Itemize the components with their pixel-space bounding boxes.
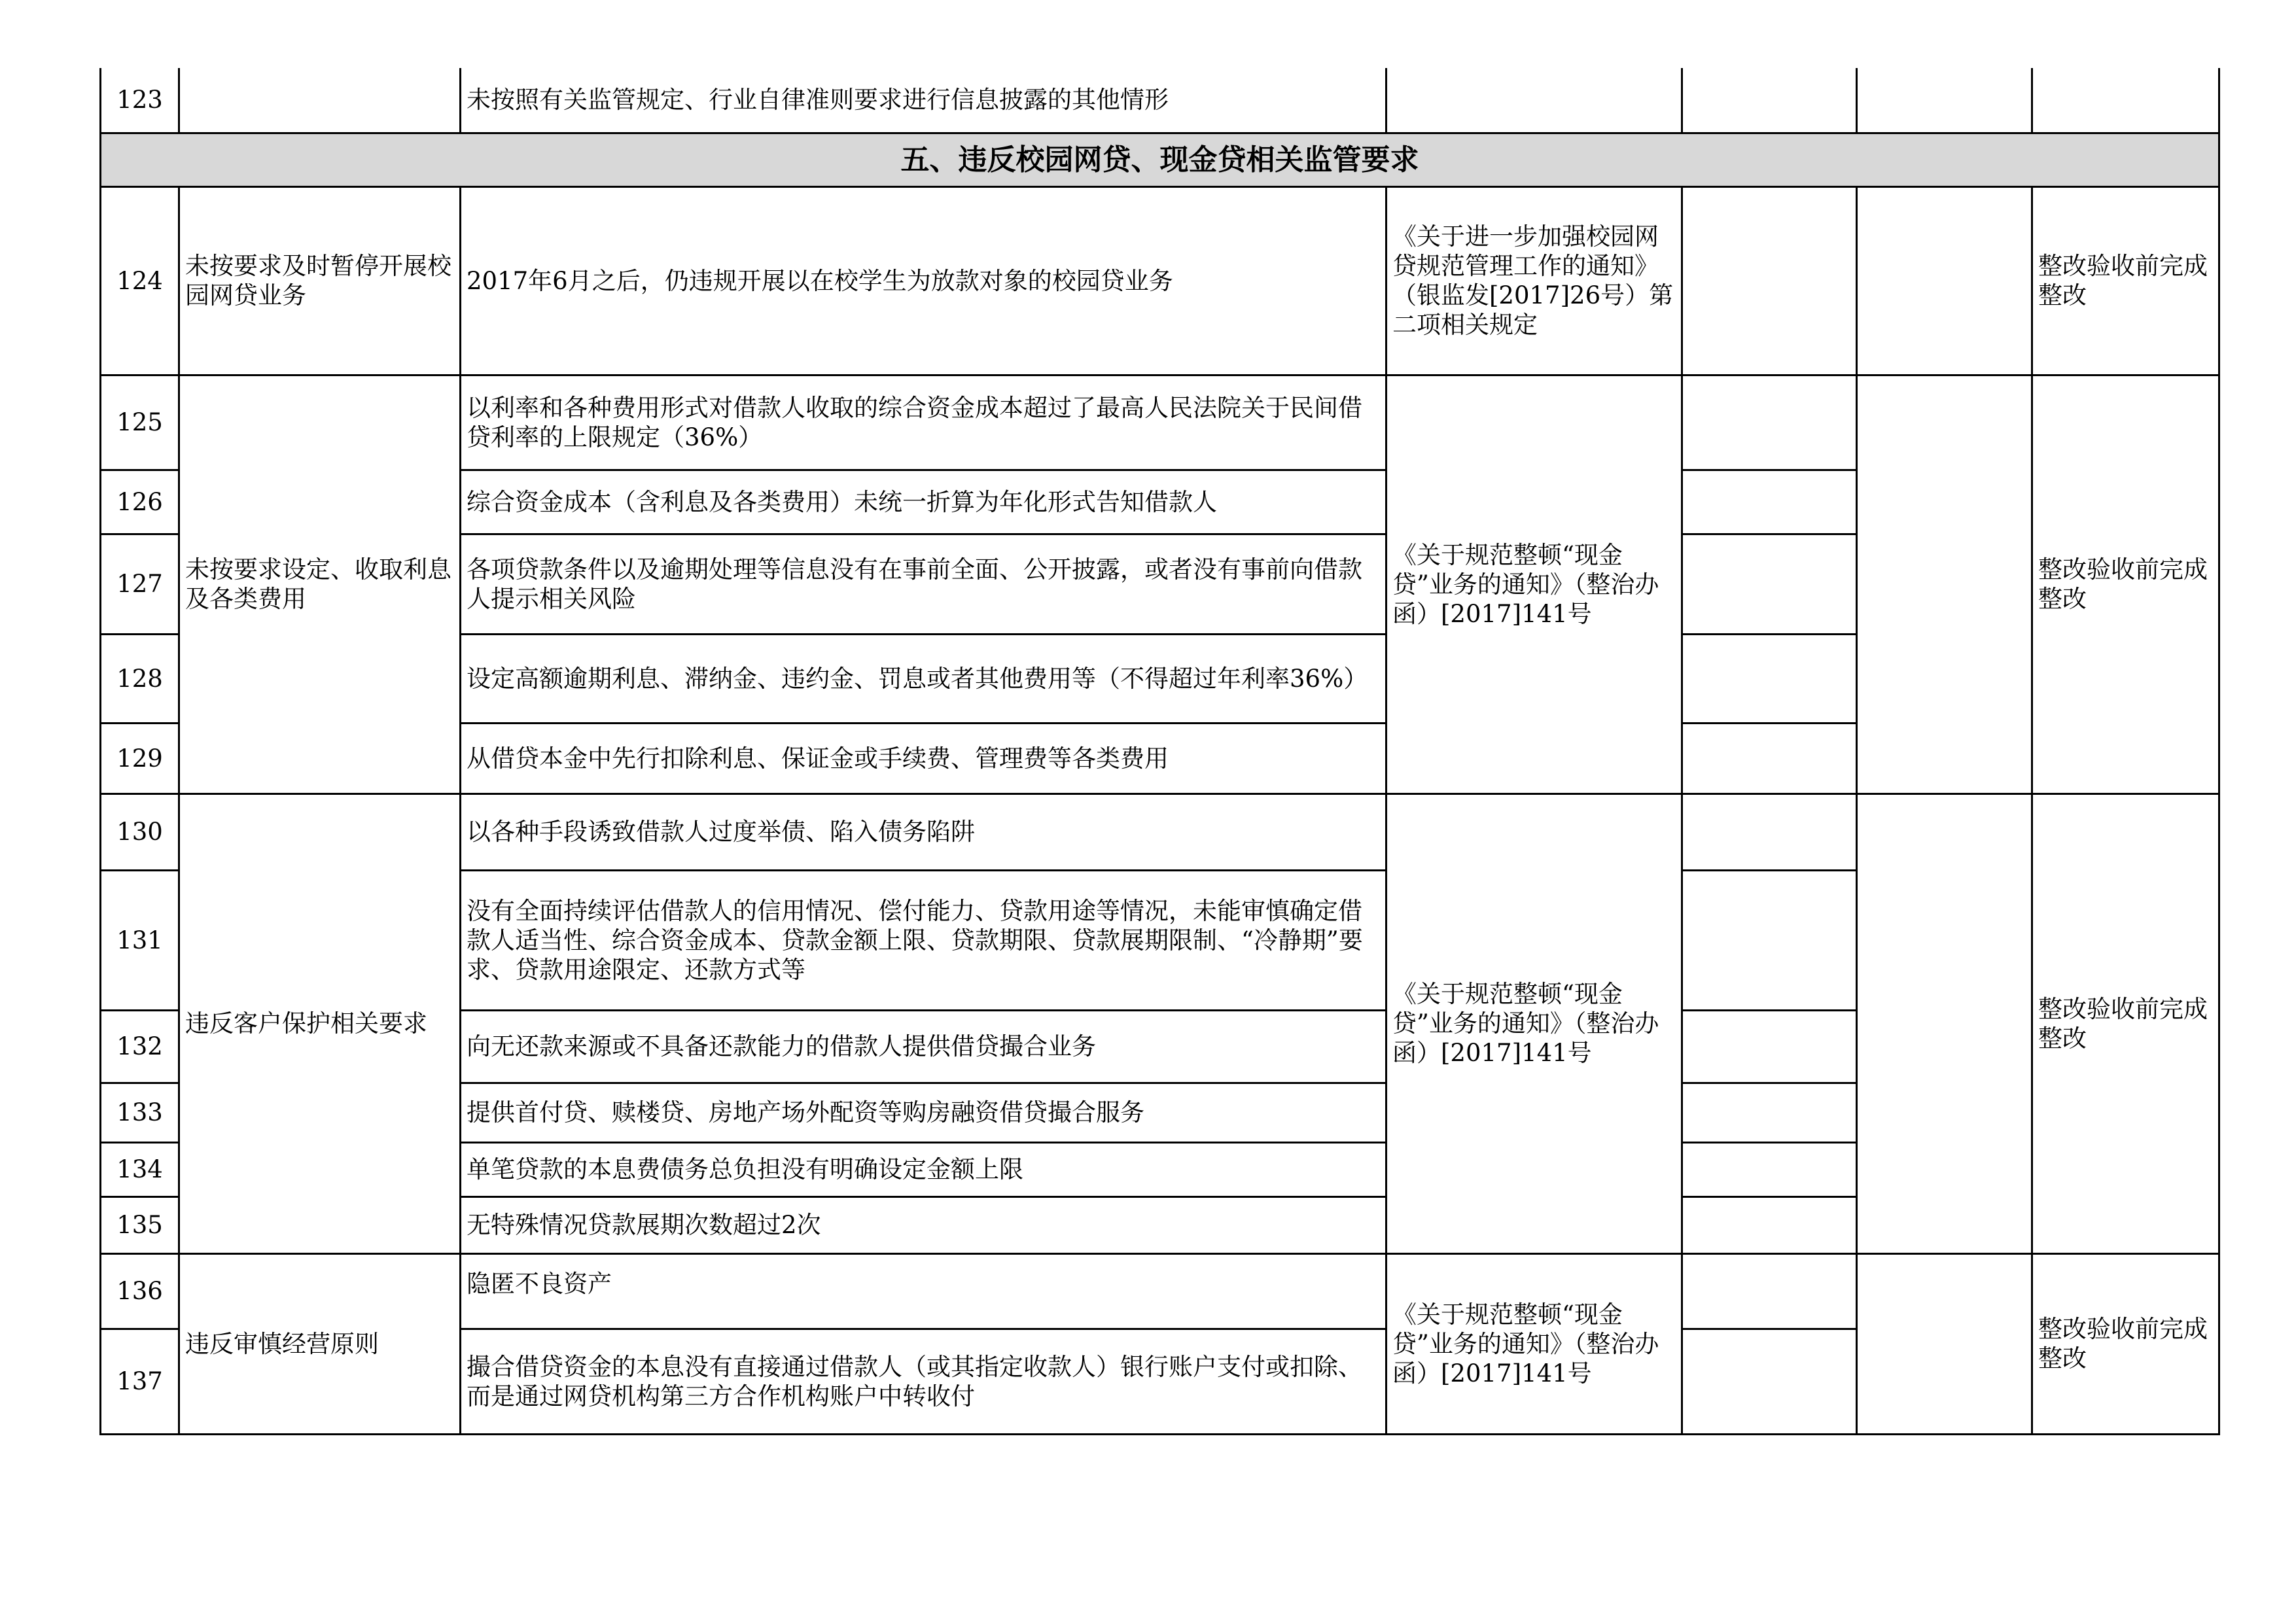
category-cell: 未按要求设定、收取利息及各类费用 — [179, 375, 461, 794]
blank-cell — [1857, 794, 2032, 1253]
description-cell: 未按照有关监管规定、行业自律准则要求进行信息披露的其他情形 — [461, 68, 1386, 133]
description-cell: 2017年6月之后，仍违规开展以在校学生为放款对象的校园贷业务 — [461, 186, 1386, 375]
description-cell: 没有全面持续评估借款人的信用情况、偿付能力、贷款用途等情况，未能审慎确定借款人适当性、综合资金成本、贷款金额上限、贷款期限、贷款展期限制、“冷静期”要求、贷款用途限定、还款方式等 — [461, 870, 1386, 1010]
row-number: 130 — [101, 794, 179, 870]
description-cell: 无特殊情况贷款展期次数超过2次 — [461, 1196, 1386, 1253]
description-cell: 撮合借贷资金的本息没有直接通过借款人（或其指定收款人）银行账户支付或扣除、而是通过网贷机构第三方合作机构账户中转收付 — [461, 1329, 1386, 1434]
description-cell: 以利率和各种费用形式对借款人收取的综合资金成本超过了最高人民法院关于民间借贷利率的上限规定（36%） — [461, 375, 1386, 470]
blank-cell — [1682, 375, 1857, 470]
blank-cell — [1682, 534, 1857, 634]
row-number: 127 — [101, 534, 179, 634]
blank-cell — [1682, 723, 1857, 794]
category-cell: 未按要求及时暂停开展校园网贷业务 — [179, 186, 461, 375]
rectification-table — [99, 68, 2220, 1435]
blank-cell — [1682, 186, 1857, 375]
blank-cell — [1682, 870, 1857, 1010]
row-number: 126 — [101, 470, 179, 534]
row-number: 124 — [101, 186, 179, 375]
section-header-row — [101, 133, 2219, 186]
basis-cell: 《关于规范整顿“现金贷”业务的通知》（整治办函）[2017]141号 — [1386, 375, 1682, 794]
blank-cell — [1857, 68, 2032, 133]
blank-cell — [1857, 375, 2032, 794]
description-cell: 综合资金成本（含利息及各类费用）未统一折算为年化形式告知借款人 — [461, 470, 1386, 534]
table-row — [101, 1253, 2219, 1329]
category-cell: 违反审慎经营原则 — [179, 1253, 461, 1434]
description-cell: 向无还款来源或不具备还款能力的借款人提供借贷撮合业务 — [461, 1010, 1386, 1083]
blank-cell — [1682, 1010, 1857, 1083]
rectification-cell: 整改验收前完成整改 — [2032, 375, 2219, 794]
blank-cell — [1682, 634, 1857, 723]
row-number: 131 — [101, 870, 179, 1010]
row-number: 123 — [101, 68, 179, 133]
category-cell — [179, 68, 461, 133]
row-number: 136 — [101, 1253, 179, 1329]
basis-cell: 《关于进一步加强校园网贷规范管理工作的通知》（银监发[2017]26号）第二项相关规定 — [1386, 186, 1682, 375]
description-cell: 设定高额逾期利息、滞纳金、违约金、罚息或者其他费用等（不得超过年利率36%） — [461, 634, 1386, 723]
basis-cell — [1386, 68, 1682, 133]
category-cell: 违反客户保护相关要求 — [179, 794, 461, 1253]
row-number: 132 — [101, 1010, 179, 1083]
table-row — [101, 186, 2219, 375]
basis-cell: 《关于规范整顿“现金贷”业务的通知》（整治办函）[2017]141号 — [1386, 794, 1682, 1253]
table-row — [101, 68, 2219, 133]
description-cell: 以各种手段诱致借款人过度举债、陷入债务陷阱 — [461, 794, 1386, 870]
blank-cell — [1857, 1253, 2032, 1434]
blank-cell — [1682, 794, 1857, 870]
blank-cell — [1682, 1196, 1857, 1253]
row-number: 125 — [101, 375, 179, 470]
row-number: 137 — [101, 1329, 179, 1434]
row-number: 135 — [101, 1196, 179, 1253]
row-number: 129 — [101, 723, 179, 794]
row-number: 128 — [101, 634, 179, 723]
rectification-cell — [2032, 68, 2219, 133]
description-cell: 单笔贷款的本息费债务总负担没有明确设定金额上限 — [461, 1142, 1386, 1196]
rectification-cell: 整改验收前完成整改 — [2032, 1253, 2219, 1434]
rectification-cell: 整改验收前完成整改 — [2032, 794, 2219, 1253]
section-title: 五、违反校园网贷、现金贷相关监管要求 — [101, 133, 2219, 186]
table-row — [101, 794, 2219, 870]
row-number: 134 — [101, 1142, 179, 1196]
row-number: 133 — [101, 1083, 179, 1142]
blank-cell — [1682, 470, 1857, 534]
blank-cell — [1682, 1329, 1857, 1434]
description-cell: 各项贷款条件以及逾期处理等信息没有在事前全面、公开披露，或者没有事前向借款人提示相关风险 — [461, 534, 1386, 634]
description-cell: 提供首付贷、赎楼贷、房地产场外配资等购房融资借贷撮合服务 — [461, 1083, 1386, 1142]
blank-cell — [1682, 1142, 1857, 1196]
blank-cell — [1682, 1253, 1857, 1329]
description-cell: 隐匿不良资产 — [461, 1253, 1386, 1329]
basis-cell: 《关于规范整顿“现金贷”业务的通知》（整治办函）[2017]141号 — [1386, 1253, 1682, 1434]
description-cell: 从借贷本金中先行扣除利息、保证金或手续费、管理费等各类费用 — [461, 723, 1386, 794]
blank-cell — [1857, 186, 2032, 375]
rectification-cell: 整改验收前完成整改 — [2032, 186, 2219, 375]
blank-cell — [1682, 1083, 1857, 1142]
blank-cell — [1682, 68, 1857, 133]
table-row — [101, 375, 2219, 470]
